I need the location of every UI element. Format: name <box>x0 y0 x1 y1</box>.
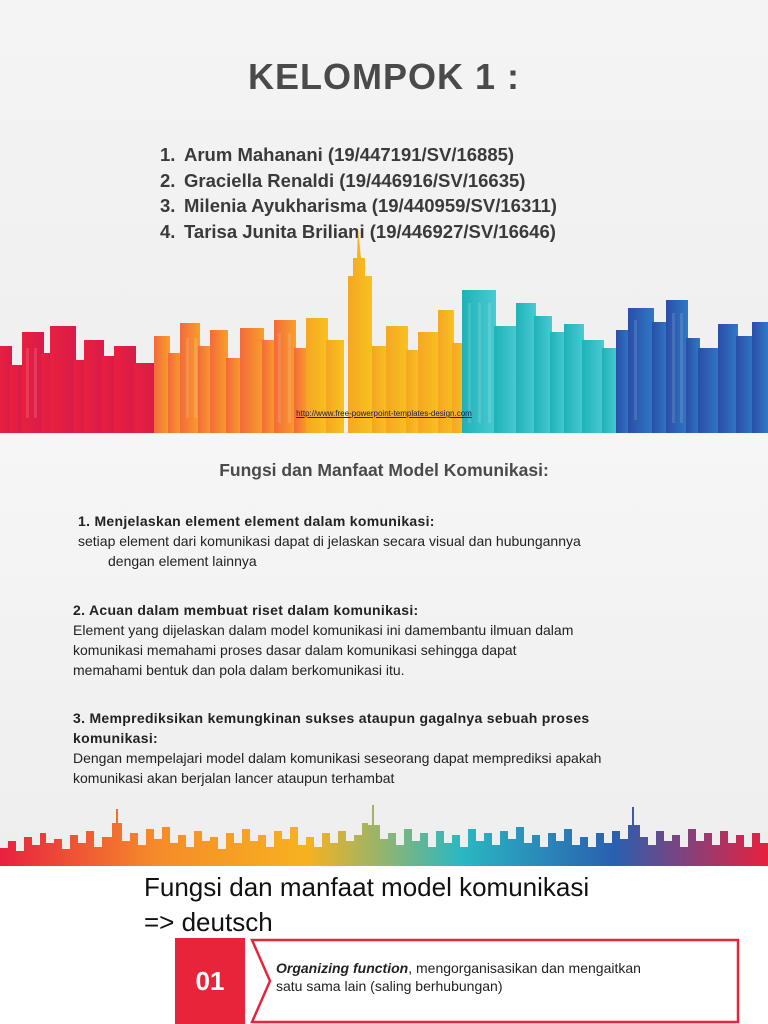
member-number: 3. <box>160 195 176 216</box>
member-number: 4. <box>160 220 176 242</box>
point-heading: 3. Memprediksikan kemungkinan sukses ataupun gagalnya sebuah proses <box>73 710 590 726</box>
item-number-badge: 01 <box>175 938 245 1024</box>
point-text: Dengan mempelajari model dalam komunikasi seseorang dapat memprediksi apakah <box>73 750 602 766</box>
member-name: Milenia Ayukharisma (19/440959/SV/16311) <box>184 195 557 216</box>
member-number: 1. <box>160 144 176 165</box>
city-skyline-illustration <box>0 228 768 433</box>
point-heading: komunikasi: <box>73 730 158 746</box>
member-number: 2. <box>160 169 176 191</box>
point-text: dengan element lainnya <box>108 553 257 569</box>
member-item <box>160 193 557 219</box>
point-heading: 1. Menjelaskan element element dalam komunikasi: <box>78 513 435 529</box>
point-1 <box>78 511 435 531</box>
point-2 <box>73 600 573 680</box>
slide-title: KELOMPOK 1 : <box>247 56 520 97</box>
member-name: Arum Mahanani (19/447191/SV/16885) <box>184 144 515 165</box>
member-item <box>160 142 557 168</box>
point-text: komunikasi akan berjalan lancer ataupun terhambat <box>73 770 395 786</box>
item-text: satu sama lain (saling berhubungan) <box>276 978 503 994</box>
point-text: setiap element dari komunikasi dapat di jelaskan secara visual dan hubungannya <box>78 533 581 549</box>
member-name: Tarisa Junita Briliani (19/446927/SV/16646) <box>184 220 556 242</box>
slide-title-line: Fungsi dan manfaat model komunikasi <box>144 872 590 902</box>
point-text: komunikasi memahami proses dasar dalam komunikasi sehingga dapat <box>73 642 517 658</box>
slide-title: Fungsi dan Manfaat Model Komunikasi: <box>219 460 549 480</box>
point-1-body <box>78 531 581 571</box>
point-text: Element yang dijelaskan dalam model komunikasi ini damembantu ilmuan dalam <box>73 622 574 638</box>
point-text: memahami bentuk dan pola dalam berkomunikasi itu. <box>73 662 405 678</box>
point-3 <box>73 708 601 788</box>
item-description <box>276 959 716 995</box>
template-credit-link[interactable]: http://www.free-powerpoint-templates-design.com <box>296 409 472 418</box>
member-name: Graciella Renaldi (19/446916/SV/16635) <box>184 169 526 191</box>
slide-group-members <box>0 0 768 433</box>
slide-deutsch <box>0 866 768 1024</box>
small-skyline-illustration <box>0 803 768 866</box>
slide-title-line: => deutsch <box>144 907 273 937</box>
skyline-yellow-district <box>306 228 466 433</box>
member-item <box>160 168 557 194</box>
item-term: Organizing function <box>276 960 409 976</box>
item-text: , mengorganisasikan dan mengaitkan <box>408 960 641 976</box>
slide-title <box>144 870 589 940</box>
slide-functions <box>0 433 768 866</box>
point-heading: 2. Acuan dalam membuat riset dalam komunikasi: <box>73 602 419 618</box>
